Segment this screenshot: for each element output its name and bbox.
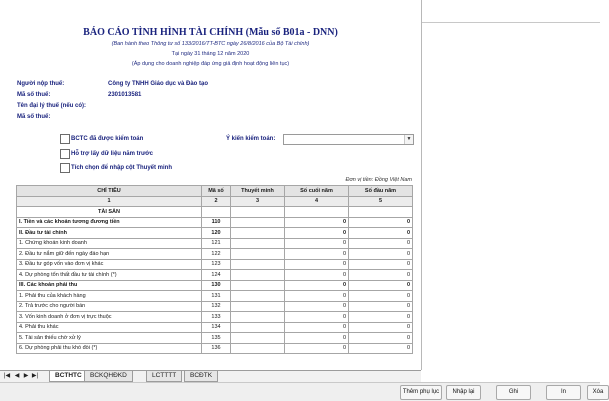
report-date: Tại ngày 31 tháng 12 năm 2020 bbox=[171, 51, 250, 57]
row-note-input[interactable] bbox=[231, 217, 285, 228]
section-title: TÀI SẢN bbox=[17, 207, 202, 218]
row-end-year-input[interactable]: 0 bbox=[285, 291, 349, 302]
row-end-year-input[interactable]: 0 bbox=[285, 343, 349, 354]
reenter-button[interactable]: Nhập lại bbox=[446, 385, 481, 400]
table-row bbox=[17, 312, 413, 323]
empty-cell bbox=[202, 207, 231, 218]
table-row bbox=[17, 301, 413, 312]
table-row bbox=[17, 249, 413, 260]
row-code: 121 bbox=[202, 238, 231, 249]
table-header-row bbox=[17, 186, 413, 197]
row-begin-year-input[interactable]: 0 bbox=[349, 322, 413, 333]
add-appendix-button[interactable]: Thêm phụ lục bbox=[400, 385, 442, 400]
row-code: 131 bbox=[202, 291, 231, 302]
table-row bbox=[17, 238, 413, 249]
row-label: I. Tiền và các khoản tương đương tiền bbox=[17, 217, 202, 228]
row-label: 5. Tài sản thiếu chờ xử lý bbox=[17, 333, 202, 344]
balance-sheet-table bbox=[16, 185, 413, 354]
row-note-input[interactable] bbox=[231, 301, 285, 312]
row-note-input[interactable] bbox=[231, 291, 285, 302]
row-note-input[interactable] bbox=[231, 280, 285, 291]
row-label: 4. Dự phòng tổn thất đầu tư tài chính (*) bbox=[17, 270, 202, 281]
row-note-input[interactable] bbox=[231, 312, 285, 323]
row-note-input[interactable] bbox=[231, 322, 285, 333]
index-cell: 2 bbox=[202, 196, 231, 207]
row-label: 6. Dự phòng phải thu khó đòi (*) bbox=[17, 343, 202, 354]
row-code: 122 bbox=[202, 249, 231, 260]
table-row bbox=[17, 322, 413, 333]
tax-code-label: Mã số thuế: bbox=[17, 92, 51, 98]
row-label: II. Đầu tư tài chính bbox=[17, 228, 202, 239]
row-end-year-input[interactable]: 0 bbox=[285, 301, 349, 312]
last-icon[interactable]: ▶| bbox=[31, 373, 39, 379]
report-issued-by: (Ban hành theo Thông tư số 133/2016/TT-BTC ngày 26/8/2016 của Bộ Tài chính) bbox=[111, 41, 310, 47]
row-end-year-input[interactable]: 0 bbox=[285, 228, 349, 239]
row-begin-year-input[interactable]: 0 bbox=[349, 291, 413, 302]
taxpayer-name-value: Công ty TNHH Giáo dục và Đào tạo bbox=[108, 81, 209, 87]
row-begin-year-input[interactable]: 0 bbox=[349, 228, 413, 239]
row-end-year-input[interactable]: 0 bbox=[285, 259, 349, 270]
tab-lctttt[interactable]: LCTTTT bbox=[146, 371, 182, 382]
row-code: 110 bbox=[202, 217, 231, 228]
row-begin-year-input[interactable]: 0 bbox=[349, 249, 413, 260]
right-pane-divider bbox=[422, 22, 600, 23]
row-end-year-input[interactable]: 0 bbox=[285, 238, 349, 249]
row-begin-year-input[interactable]: 0 bbox=[349, 259, 413, 270]
row-label: 1. Phải thu của khách hàng bbox=[17, 291, 202, 302]
explanation-label: Tích chọn để nhập cột Thuyết minh bbox=[71, 165, 173, 171]
prev-icon[interactable]: ◀ bbox=[14, 373, 20, 379]
row-end-year-input[interactable]: 0 bbox=[285, 280, 349, 291]
table-row bbox=[17, 217, 413, 228]
header-end-year: Số cuối năm bbox=[285, 186, 349, 197]
row-begin-year-input[interactable]: 0 bbox=[349, 312, 413, 323]
tax-code-value: 2301013581 bbox=[108, 92, 142, 98]
row-begin-year-input[interactable]: 0 bbox=[349, 238, 413, 249]
tab-bckqhdkd[interactable]: BCKQHĐKD bbox=[84, 371, 133, 382]
table-row bbox=[17, 259, 413, 270]
table-row bbox=[17, 343, 413, 354]
header-note: Thuyết minh bbox=[231, 186, 285, 197]
audit-opinion-select[interactable] bbox=[283, 134, 414, 145]
empty-cell bbox=[231, 207, 285, 218]
row-begin-year-input[interactable]: 0 bbox=[349, 333, 413, 344]
save-button[interactable]: Ghi bbox=[496, 385, 531, 400]
table-row bbox=[17, 228, 413, 239]
data-support-checkbox[interactable] bbox=[60, 149, 70, 159]
taxpayer-name-label: Người nộp thuế: bbox=[17, 81, 65, 87]
index-cell: 3 bbox=[231, 196, 285, 207]
row-code: 124 bbox=[202, 270, 231, 281]
row-code: 135 bbox=[202, 333, 231, 344]
table-row bbox=[17, 291, 413, 302]
index-cell: 4 bbox=[285, 196, 349, 207]
row-label: III. Các khoản phải thu bbox=[17, 280, 202, 291]
header-code: Mã số bbox=[202, 186, 231, 197]
audit-opinion-label: Ý kiến kiểm toán: bbox=[226, 136, 276, 142]
row-note-input[interactable] bbox=[231, 259, 285, 270]
row-end-year-input[interactable]: 0 bbox=[285, 333, 349, 344]
empty-cell bbox=[285, 207, 349, 218]
row-code: 120 bbox=[202, 228, 231, 239]
row-code: 123 bbox=[202, 259, 231, 270]
next-icon[interactable]: ▶ bbox=[23, 373, 29, 379]
data-support-label: Hỗ trợ lấy dữ liệu năm trước bbox=[71, 151, 153, 157]
row-label: 3. Đầu tư góp vốn vào đơn vị khác bbox=[17, 259, 202, 270]
row-label: 2. Trả trước cho người bán bbox=[17, 301, 202, 312]
explanation-checkbox[interactable] bbox=[60, 163, 70, 173]
row-end-year-input[interactable]: 0 bbox=[285, 217, 349, 228]
tab-bcthtc[interactable]: BCTHTC bbox=[49, 371, 88, 382]
right-pane bbox=[422, 0, 600, 370]
row-begin-year-input[interactable]: 0 bbox=[349, 343, 413, 354]
row-begin-year-input[interactable]: 0 bbox=[349, 301, 413, 312]
row-label: 2. Đầu tư nắm giữ đến ngày đáo hạn bbox=[17, 249, 202, 260]
row-note-input[interactable] bbox=[231, 270, 285, 281]
header-begin-year: Số đầu năm bbox=[349, 186, 413, 197]
row-code: 136 bbox=[202, 343, 231, 354]
row-label: 3. Vốn kinh doanh ở đơn vị trực thuộc bbox=[17, 312, 202, 323]
table-row bbox=[17, 270, 413, 281]
row-end-year-input[interactable]: 0 bbox=[285, 249, 349, 260]
row-begin-year-input[interactable]: 0 bbox=[349, 270, 413, 281]
report-applies-to: (Áp dụng cho doanh nghiệp đáp ứng giả định hoạt động liên tục) bbox=[131, 61, 290, 67]
row-note-input[interactable] bbox=[231, 238, 285, 249]
print-button[interactable]: In bbox=[546, 385, 581, 400]
row-note-input[interactable] bbox=[231, 343, 285, 354]
row-note-input[interactable] bbox=[231, 249, 285, 260]
index-cell: 1 bbox=[17, 196, 202, 207]
row-end-year-input[interactable]: 0 bbox=[285, 322, 349, 333]
row-end-year-input[interactable]: 0 bbox=[285, 312, 349, 323]
tax-agent-label: Tên đại lý thuế (nếu có): bbox=[17, 103, 87, 109]
action-bar bbox=[0, 382, 604, 401]
empty-cell bbox=[349, 207, 413, 218]
chevron-down-icon[interactable]: ▼ bbox=[404, 135, 413, 144]
table-row bbox=[17, 280, 413, 291]
report-title: BÁO CÁO TÌNH HÌNH TÀI CHÍNH (Mẫu số B01a - DNN) bbox=[83, 27, 338, 38]
row-note-input[interactable] bbox=[231, 333, 285, 344]
row-label: 4. Phải thu khác bbox=[17, 322, 202, 333]
row-code: 134 bbox=[202, 322, 231, 333]
audited-checkbox[interactable] bbox=[60, 134, 70, 144]
currency-unit: Đơn vị tiền: Đồng Việt Nam bbox=[345, 177, 412, 183]
index-cell: 5 bbox=[349, 196, 413, 207]
table-index-row bbox=[17, 196, 413, 207]
header-indicator: CHỈ TIÊU bbox=[17, 186, 202, 197]
row-code: 132 bbox=[202, 301, 231, 312]
row-code: 133 bbox=[202, 312, 231, 323]
tax-agent-code-label: Mã số thuế: bbox=[17, 114, 51, 120]
row-label: 1. Chứng khoán kinh doanh bbox=[17, 238, 202, 249]
section-row bbox=[17, 207, 413, 218]
row-begin-year-input[interactable]: 0 bbox=[349, 217, 413, 228]
tab-bcdtk[interactable]: BCĐTK bbox=[184, 371, 218, 382]
delete-button[interactable]: Xóa bbox=[587, 385, 609, 400]
row-code: 130 bbox=[202, 280, 231, 291]
row-begin-year-input[interactable]: 0 bbox=[349, 280, 413, 291]
table-row bbox=[17, 333, 413, 344]
table-body bbox=[17, 217, 413, 354]
row-note-input[interactable] bbox=[231, 228, 285, 239]
first-icon[interactable]: |◀ bbox=[3, 373, 11, 379]
audited-label: BCTC đã được kiểm toán bbox=[71, 136, 144, 142]
row-end-year-input[interactable]: 0 bbox=[285, 270, 349, 281]
